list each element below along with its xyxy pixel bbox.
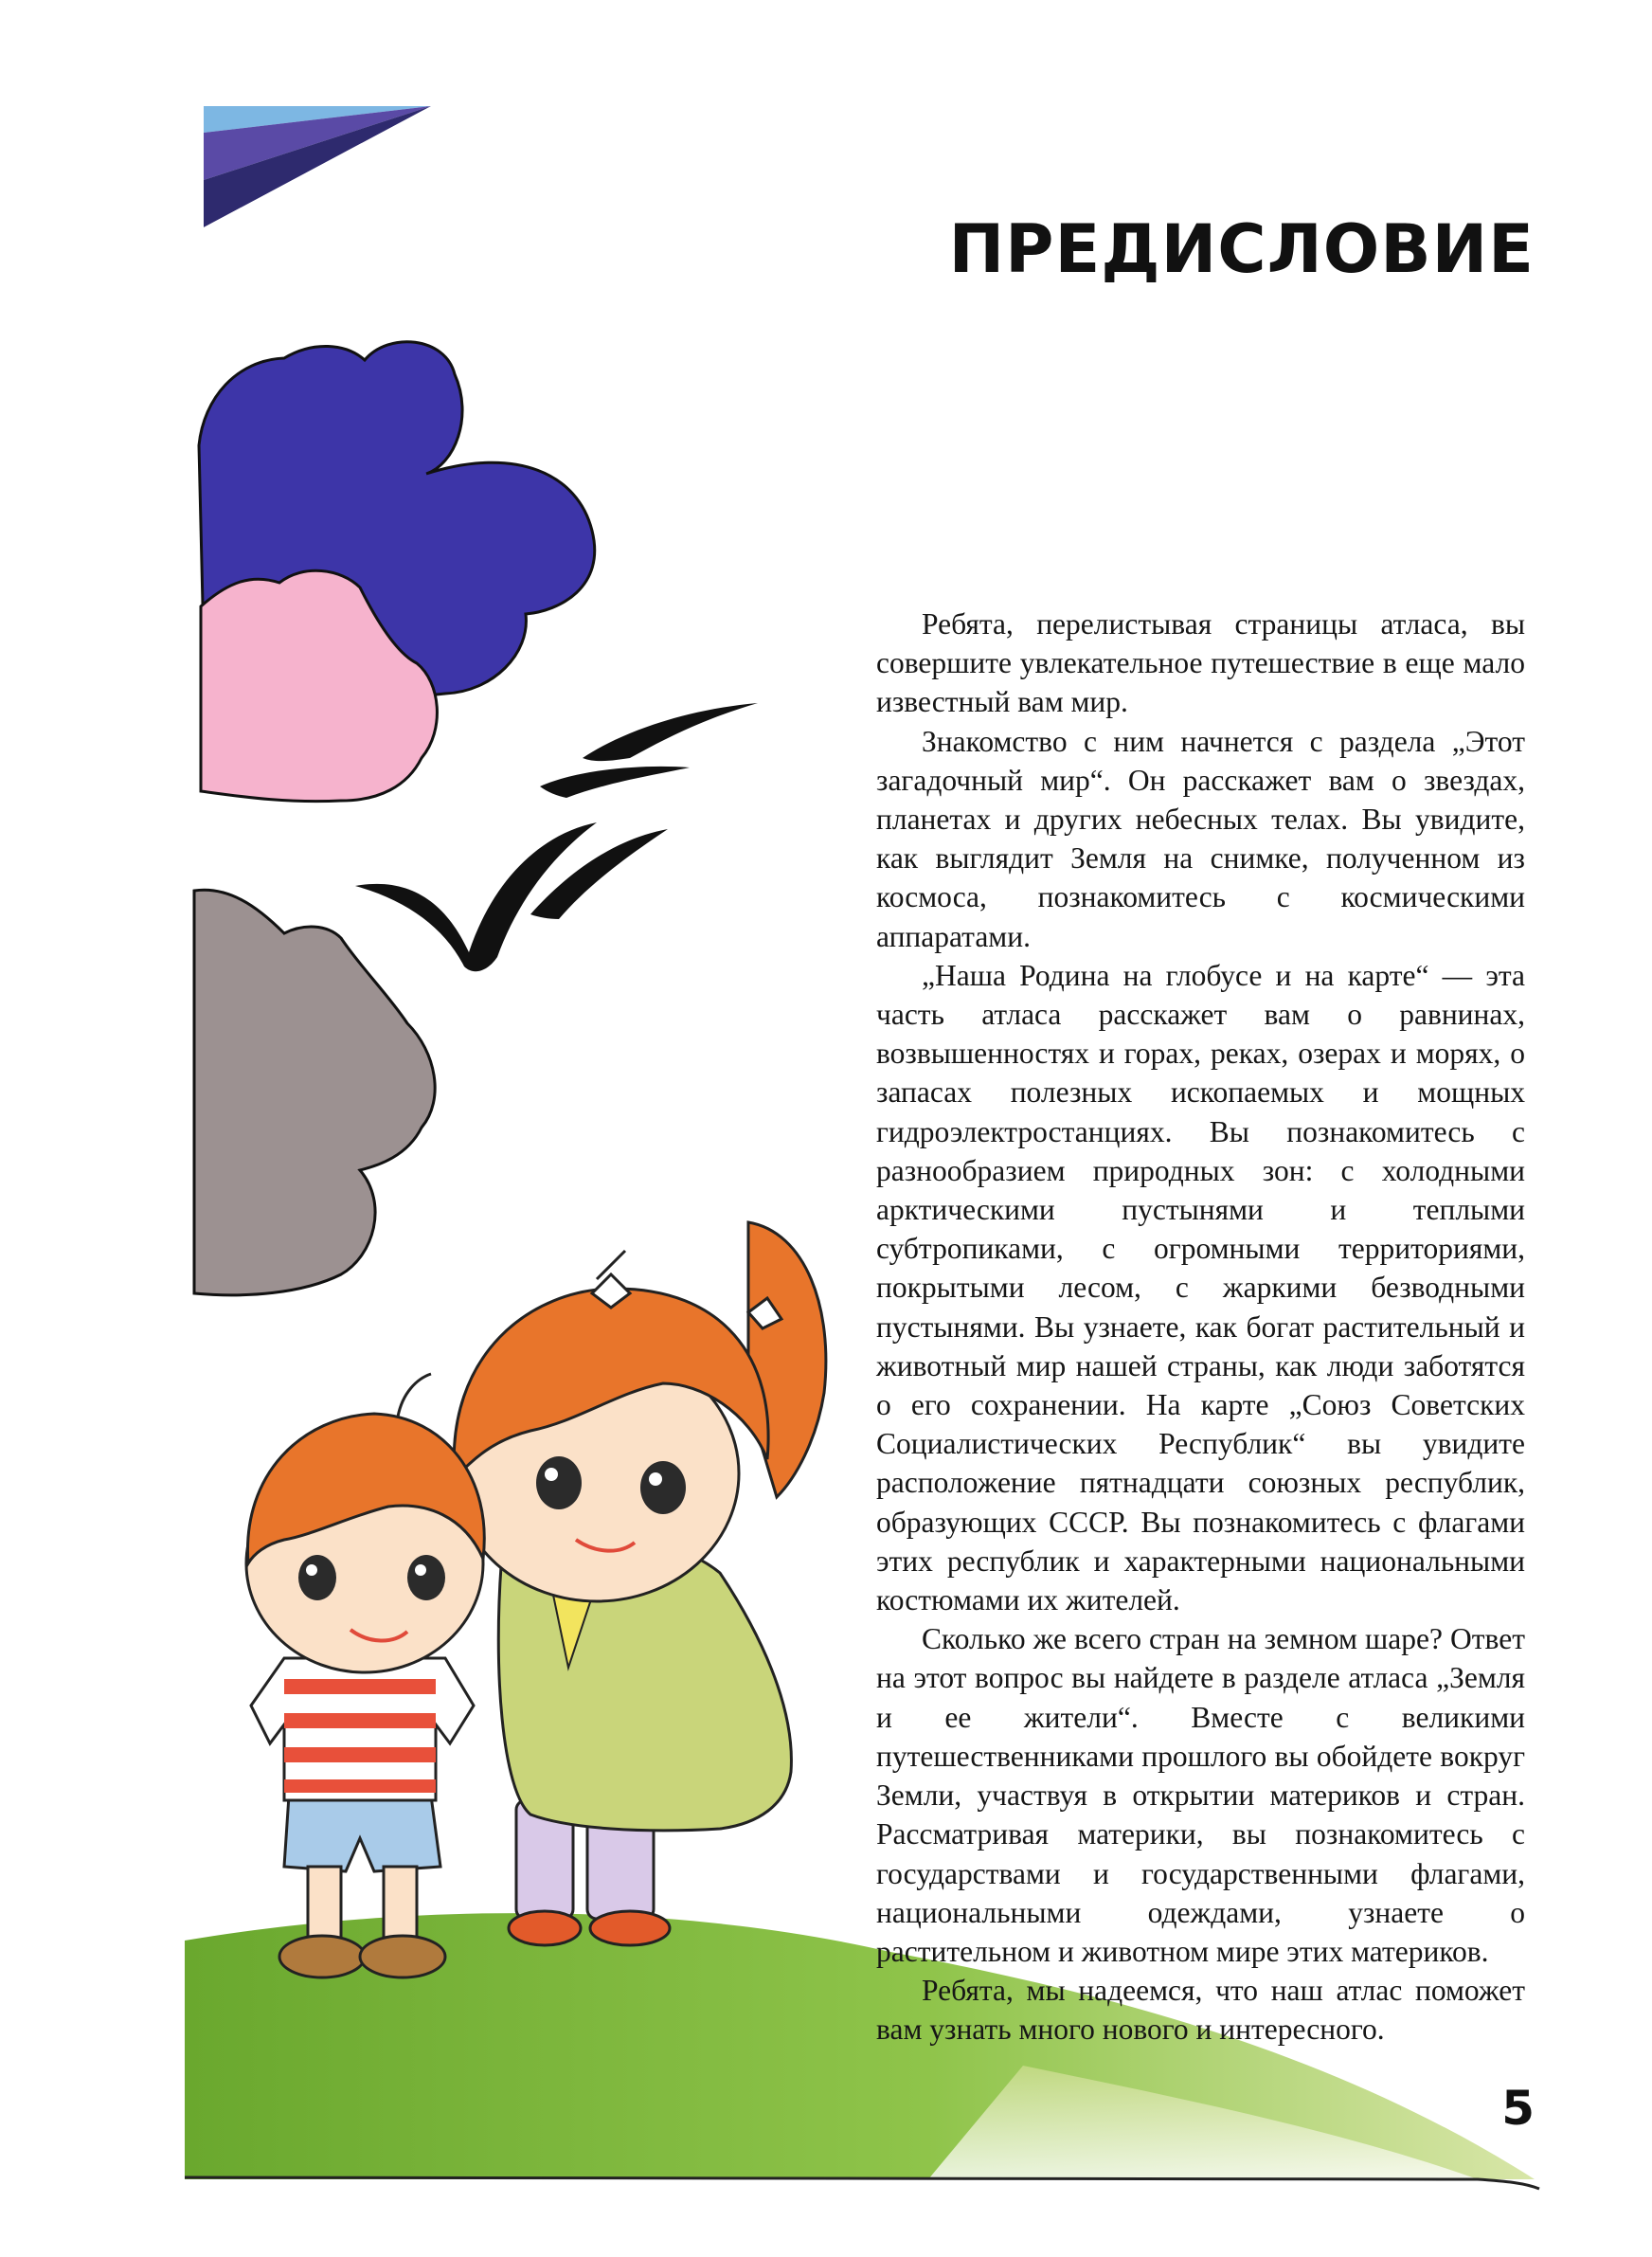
paragraph: „Наша Родина на глобусе и на карте“ — эта часть атласа расскажет вам о равнинах, возвышенностях и горах, реках, озерах и морях, о запасах полезных ископаемых и мощных гидроэлектростанциях. Вы познакомитесь с разнообразием природных зон: с холодными арктическими пустынями и теплыми субтропиками, с огромными территориями, покрытыми лесом, с жаркими безводными пустынями. Вы узнаете, как богат растительный и животный мир нашей страны, как люди заботятся о его сохранении. На карте „Союз Советских Социалистических Республик“ вы увидите расположение пятнадцати союзных республик, образующих СССР. Вы познакомитесь с флагами этих республик и характерными национальными костюмами их жителей. [876,958,1525,1617]
rainbow-stripes [204,106,431,237]
paragraph: Ребята, мы надеемся, что наш атлас поможет вам узнать много нового и интересного. [876,1974,1525,2047]
preface-text [876,605,1525,2049]
girl-illustration [454,1222,826,1945]
page-edge-line [185,2177,1539,2189]
boy-illustration [246,1374,484,1977]
paragraph: Сколько же всего стран на земном шаре? Ответ на этот вопрос вы найдете в разделе атласа „Земля и ее жители“. Вместе с великими путешественниками прошлого вы обойдете вокруг Земли, участвуя в открытии материков и стран. Рассматривая материки, вы познакомитесь с государствами и государственными флагами, национальными одеждами, узнаете о растительном и животном мире этих материков. [876,1622,1525,1968]
paragraph: Знакомство с ним начнется с раздела „Этот загадочный мир“. Он расскажет вам о звездах, планетах и других небесных телах. Вы увидите, как выглядит Земля на снимке, полученном из космоса, познакомитесь с космическими аппаратами. [876,724,1525,953]
page-number: 5 [1501,2081,1535,2136]
page-title: ПРЕДИСЛОВИЕ [948,210,1535,288]
gray-cloud [194,890,435,1295]
paragraph: Ребята, перелистывая страницы атласа, вы совершите увлекательное путешествие в еще мало известный вам мир. [876,607,1525,719]
